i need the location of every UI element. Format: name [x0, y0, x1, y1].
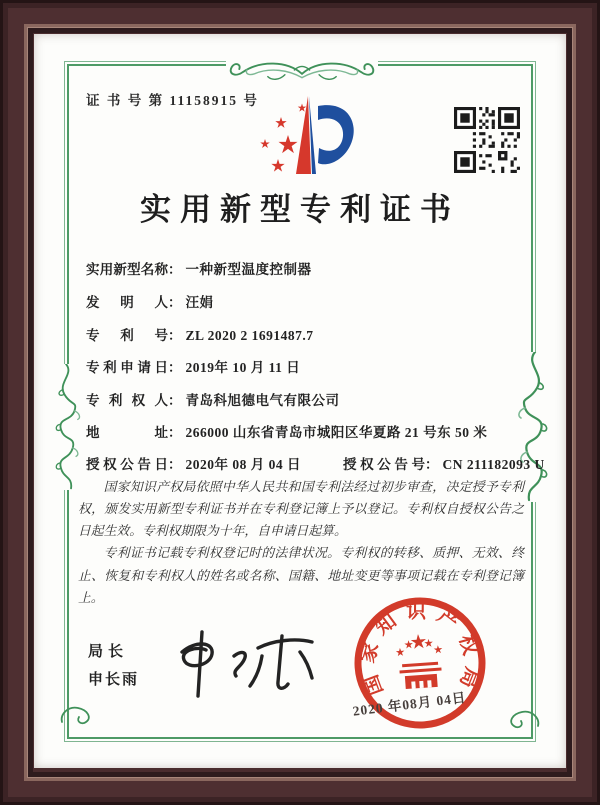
field-value: 一种新型温度控制器	[185, 262, 312, 277]
field-value: CN 211182093 U	[442, 457, 545, 472]
field-value: 2020年 08 月 04 日	[185, 457, 301, 472]
field-filing-date: 专利申请日： 2019年 10 月 11 日	[86, 356, 556, 376]
field-address: 地址： 266000 山东省青岛市城阳区华夏路 21 号东 50 米	[86, 421, 556, 441]
field-grant-row: 授权公告日： 2020年 08 月 04 日 授权公告号： CN 211182093 U	[86, 453, 556, 473]
field-label: 授权公告日	[86, 457, 168, 472]
cnipa-logo	[256, 90, 361, 178]
field-label: 专利申请日	[86, 360, 168, 375]
certificate-title: 实用新型专利证书	[140, 192, 460, 227]
field-value: 汪娟	[185, 295, 214, 310]
field-label: 专利权人	[86, 393, 168, 408]
field-label: 地址	[86, 425, 168, 440]
seal-date: 2020 年08月 04日	[351, 689, 468, 719]
legal-text	[78, 476, 524, 609]
field-value: 266000 山东省青岛市城阳区华夏路 21 号东 50 米	[185, 425, 488, 440]
bottom-right-swirl-ornament	[502, 706, 542, 732]
field-value: ZL 2020 2 1691487.7	[185, 328, 314, 343]
field-inventor: 发明人： 汪娟	[86, 291, 556, 311]
field-value: 2019年 10 月 11 日	[185, 360, 301, 375]
signer-name: 申长雨	[88, 672, 140, 688]
field-label: 实用新型名称	[86, 262, 168, 277]
top-flourish-ornament	[226, 50, 378, 90]
field-patentee: 专利权人： 青岛科旭德电气有限公司	[86, 389, 556, 409]
left-scroll-ornament	[48, 364, 84, 490]
qr-code	[454, 107, 520, 173]
paragraph-register-statement: 专利证书记载专利权登记时的法律状况。专利权的转移、质押、无效、终止、恢复和专利权人的姓名或名称、国籍、地址变更等事项记载在专利登记簿上。	[78, 546, 524, 605]
field-patent-number: 专利号： ZL 2020 2 1691487.7	[86, 324, 556, 344]
seal-text: 国家知识产权局	[356, 600, 484, 700]
seal-emblem	[395, 632, 445, 689]
signature-handwriting	[162, 626, 332, 704]
field-label: 授权公告号	[343, 457, 425, 472]
bottom-left-swirl-ornament	[58, 702, 98, 728]
certificate-number: 证 书 号 第 11158915 号	[86, 93, 259, 108]
paragraph-grant-statement: 国家知识产权局依照中华人民共和国专利法经过初步审查，决定授予专利权，颁发实用新型专利证书并在专利登记簿上予以登记。专利权自授权公告之日起生效。专利权期限为十年，自申请日起算。	[78, 480, 524, 539]
signer-title: 局长	[88, 644, 129, 660]
certificate-paper	[34, 34, 566, 768]
field-utility-model-name: 实用新型名称： 一种新型温度控制器	[86, 258, 556, 278]
field-value: 青岛科旭德电气有限公司	[185, 393, 340, 408]
field-label: 发明人	[86, 295, 168, 310]
field-label: 专利号	[86, 328, 168, 343]
